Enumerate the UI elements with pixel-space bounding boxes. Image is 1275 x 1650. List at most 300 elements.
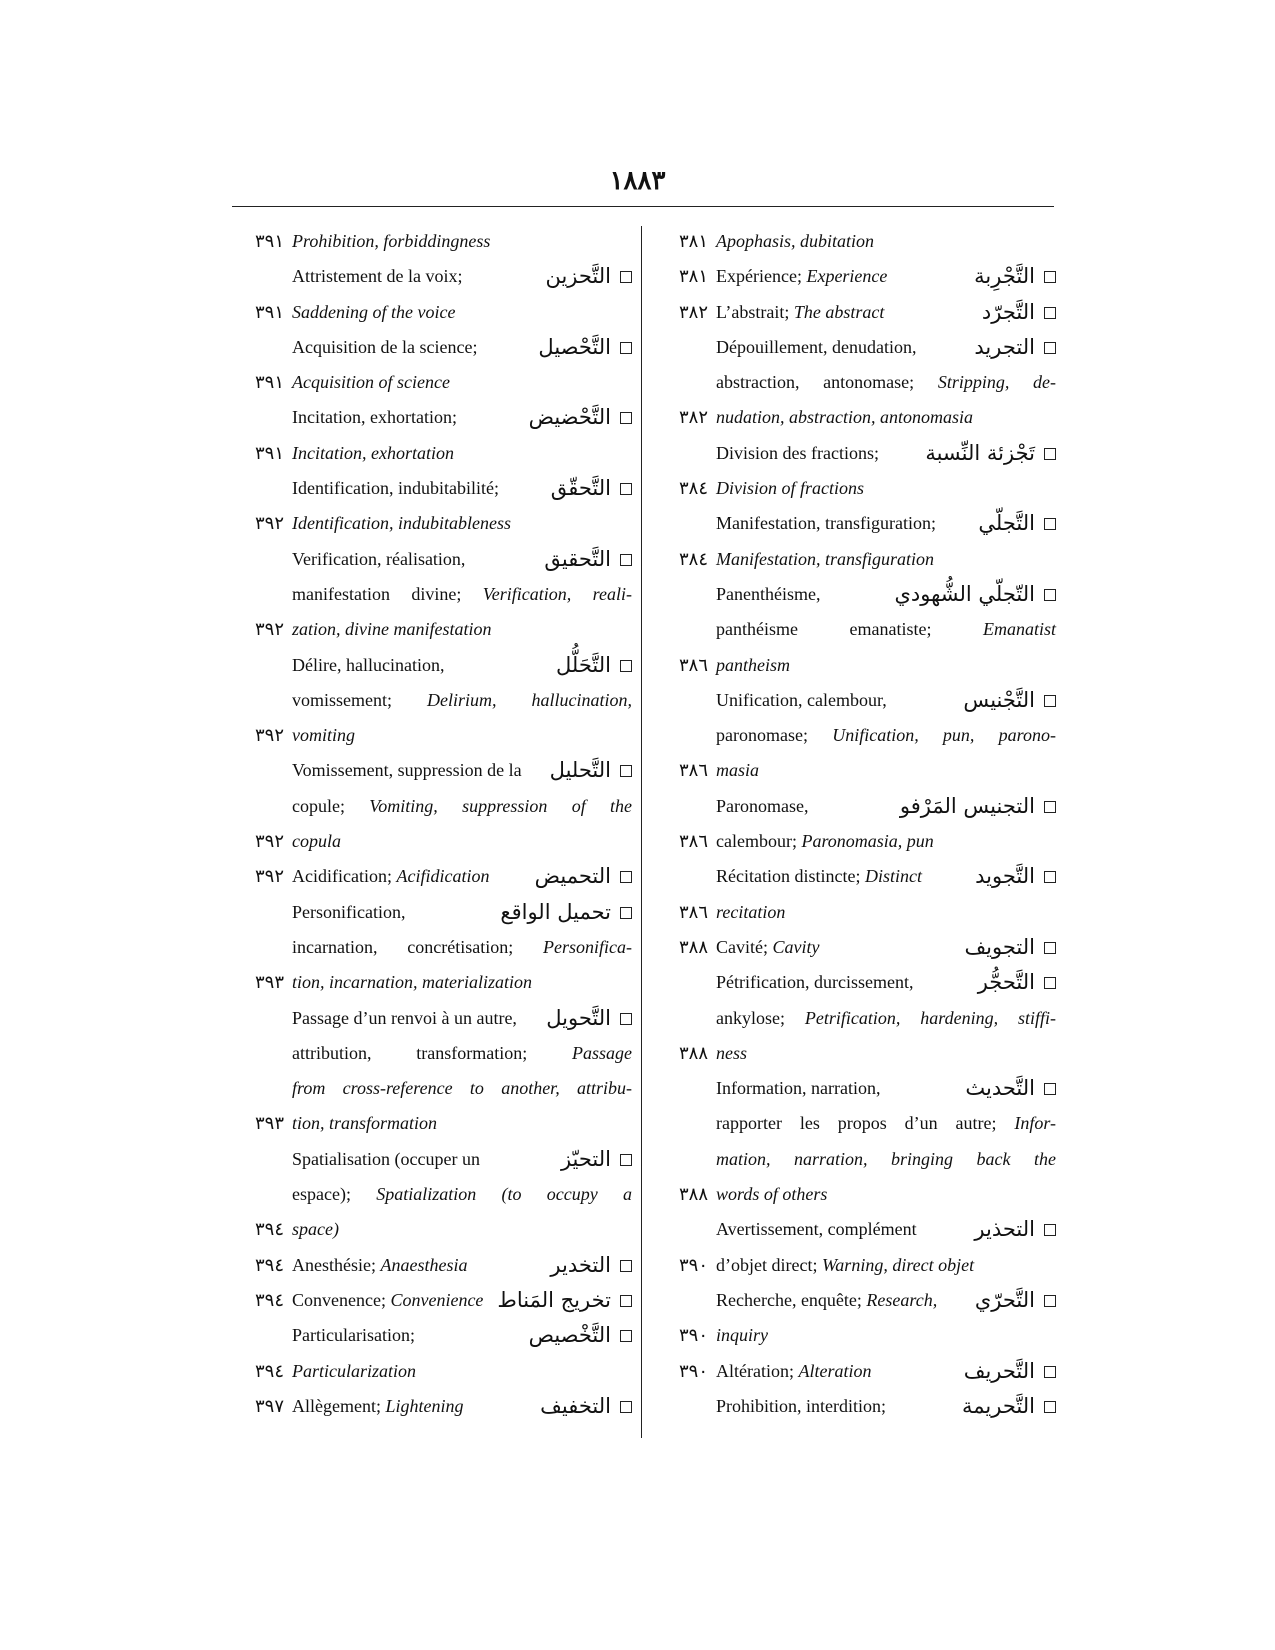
arabic-term: تحميل الواقع bbox=[500, 899, 611, 924]
entry-text bbox=[292, 1389, 492, 1424]
french-term: Expérience; bbox=[716, 266, 807, 287]
entry-text bbox=[716, 436, 916, 471]
arabic-term: التَّحقيق bbox=[544, 546, 611, 571]
entry-text bbox=[716, 1212, 916, 1247]
entry-marker-icon bbox=[1044, 1083, 1056, 1095]
entry-text bbox=[292, 295, 632, 330]
page-ref: ٣٩٢ bbox=[254, 619, 284, 640]
entry-text bbox=[292, 753, 522, 788]
page-number: ١٨٨٣ bbox=[609, 166, 666, 195]
english-term: Lightening bbox=[385, 1395, 464, 1416]
french-term: Dépouillement, denudation, bbox=[716, 336, 917, 357]
page-ref: ٣٨٦ bbox=[678, 760, 708, 781]
entry-line bbox=[656, 1177, 1056, 1212]
english-term: mation, narration, bringing back the bbox=[716, 1148, 1056, 1169]
english-term: space) bbox=[292, 1219, 339, 1240]
arabic-term: تَجْزئة النِّسبة bbox=[925, 440, 1035, 465]
arabic-headword bbox=[540, 1389, 632, 1424]
french-term: Prohibition, interdition; bbox=[716, 1395, 886, 1416]
french-term: panthéisme emanatiste; bbox=[716, 619, 983, 640]
entry-text bbox=[292, 224, 632, 259]
page-ref: ٣٨٢ bbox=[678, 407, 708, 428]
entry-line bbox=[232, 1071, 632, 1106]
arabic-headword bbox=[975, 859, 1056, 894]
left-column bbox=[232, 224, 632, 1424]
entry-line bbox=[232, 365, 632, 400]
entry-line bbox=[656, 577, 1056, 612]
page-ref: ٣٩٤ bbox=[254, 1360, 284, 1381]
entry-line bbox=[232, 471, 632, 506]
entry-marker-icon bbox=[1044, 271, 1056, 283]
english-term: vomiting bbox=[292, 725, 355, 746]
arabic-term: التَّحريف bbox=[963, 1358, 1035, 1383]
arabic-headword bbox=[550, 753, 632, 788]
english-term: Infor- bbox=[1014, 1113, 1056, 1134]
entry-marker-icon bbox=[620, 1401, 632, 1413]
entry-text bbox=[292, 648, 492, 683]
english-term: Warning, direct objet bbox=[821, 1254, 975, 1275]
arabic-term: التَّحريمة bbox=[962, 1393, 1035, 1418]
arabic-term: التجويف bbox=[964, 934, 1035, 959]
entry-text bbox=[716, 1071, 916, 1106]
entry-line bbox=[656, 1036, 1056, 1071]
entry-line bbox=[656, 1106, 1056, 1141]
french-term: Convenence; bbox=[292, 1289, 391, 1310]
french-term: paronomase; bbox=[716, 725, 833, 746]
english-term: Cavity bbox=[772, 936, 820, 957]
entry-line bbox=[656, 365, 1056, 400]
entry-text bbox=[716, 259, 916, 294]
entry-line bbox=[656, 1354, 1056, 1389]
arabic-headword bbox=[529, 400, 632, 435]
arabic-term: التَّجلّي bbox=[978, 511, 1035, 536]
entry-line bbox=[656, 471, 1056, 506]
entry-line bbox=[656, 330, 1056, 365]
entry-line bbox=[232, 1248, 632, 1283]
entry-line bbox=[656, 1071, 1056, 1106]
entry-text bbox=[292, 789, 632, 824]
entry-text bbox=[292, 365, 632, 400]
arabic-headword bbox=[964, 1354, 1056, 1389]
entry-line bbox=[232, 965, 632, 1000]
english-term: Convenience bbox=[390, 1289, 484, 1310]
french-term: Information, narration, bbox=[716, 1078, 881, 1099]
french-term: calembour; bbox=[716, 831, 802, 852]
arabic-term: التجنيس المَرْفو bbox=[899, 793, 1035, 818]
page-ref: ٣٩٤ bbox=[254, 1289, 284, 1310]
entry-line bbox=[232, 577, 632, 612]
english-term: zation, divine manifestation bbox=[292, 619, 492, 640]
french-term: Unification, calembour, bbox=[716, 689, 887, 710]
page-ref: ٣٩١ bbox=[254, 231, 284, 251]
english-term: Petrification, hardening, stiffi- bbox=[804, 1007, 1056, 1028]
arabic-term: التَّحليل bbox=[549, 758, 611, 783]
entry-line bbox=[656, 859, 1056, 894]
entry-text bbox=[716, 1283, 938, 1318]
entry-text bbox=[292, 718, 632, 753]
arabic-term: التخدير bbox=[550, 1252, 611, 1277]
entry-text bbox=[292, 577, 632, 612]
entry-text bbox=[292, 612, 632, 647]
entry-line bbox=[656, 824, 1056, 859]
french-term: copule; bbox=[292, 795, 370, 816]
arabic-term: التَّحقّق bbox=[550, 476, 611, 501]
entry-line bbox=[232, 718, 632, 753]
entry-marker-icon bbox=[1044, 695, 1056, 707]
entry-line bbox=[656, 965, 1056, 1000]
entry-text bbox=[716, 930, 916, 965]
arabic-term: التَّحجُّر bbox=[977, 970, 1035, 995]
french-term: Personification, bbox=[292, 901, 406, 922]
entry-text bbox=[716, 506, 936, 541]
arabic-term: التَّحْصيل bbox=[538, 334, 611, 359]
arabic-headword bbox=[978, 506, 1056, 541]
arabic-headword bbox=[982, 295, 1056, 330]
english-term: Paronomasia, pun bbox=[801, 831, 934, 852]
entry-text bbox=[716, 1354, 916, 1389]
entry-line bbox=[232, 1001, 632, 1036]
entry-text bbox=[716, 1001, 1056, 1036]
page-ref: ٣٨٢ bbox=[678, 301, 708, 322]
entry-text bbox=[292, 859, 492, 894]
entry-line bbox=[232, 542, 632, 577]
french-term: Verification, réalisation, bbox=[292, 548, 466, 569]
entry-marker-icon bbox=[620, 1295, 632, 1307]
entry-text bbox=[716, 683, 916, 718]
entry-line bbox=[232, 683, 632, 718]
page-ref: ٣٨٤ bbox=[678, 548, 708, 569]
arabic-headword bbox=[535, 859, 632, 894]
entry-marker-icon bbox=[1044, 1366, 1056, 1378]
arabic-term: التَّحرّي bbox=[974, 1287, 1035, 1312]
entry-line bbox=[232, 295, 632, 330]
entry-text bbox=[292, 965, 632, 1000]
entry-marker-icon bbox=[1044, 448, 1056, 460]
entry-line bbox=[232, 224, 632, 259]
page-ref: ٣٩١ bbox=[254, 372, 284, 393]
arabic-term: التحذير bbox=[974, 1217, 1035, 1242]
french-term: Cavité; bbox=[716, 936, 773, 957]
arabic-headword bbox=[964, 930, 1056, 965]
arabic-headword bbox=[561, 1142, 632, 1177]
page-ref: ٣٩٤ bbox=[254, 1219, 284, 1240]
english-term: Delirium, hallucination, bbox=[427, 689, 632, 710]
french-term: Passage d’un renvoi à un autre, bbox=[292, 1007, 517, 1028]
english-term: Vomiting, suppression of the bbox=[369, 795, 632, 816]
english-term: nudation, abstraction, antonomasia bbox=[716, 407, 974, 428]
entry-line bbox=[232, 1106, 632, 1141]
entry-marker-icon bbox=[620, 271, 632, 283]
english-term: Experience bbox=[806, 266, 888, 287]
page-ref: ٣٩٢ bbox=[254, 866, 284, 887]
arabic-term: التخفيف bbox=[540, 1393, 611, 1418]
entry-marker-icon bbox=[1044, 589, 1056, 601]
french-term: Identification, indubitabilité; bbox=[292, 478, 499, 499]
english-term: ness bbox=[716, 1042, 747, 1063]
entry-text bbox=[716, 895, 1056, 930]
french-term: Division des fractions; bbox=[716, 442, 879, 463]
entry-marker-icon bbox=[620, 765, 632, 777]
arabic-headword bbox=[965, 1071, 1056, 1106]
arabic-term: التّجلّي الشُّهودي bbox=[894, 581, 1035, 606]
french-term: rapporter les propos d’un autre; bbox=[716, 1113, 1015, 1134]
page-ref: ٣٩٤ bbox=[254, 1254, 284, 1275]
entry-marker-icon bbox=[620, 1013, 632, 1025]
entry-line bbox=[656, 506, 1056, 541]
entry-text bbox=[292, 895, 492, 930]
entry-line bbox=[232, 1283, 632, 1318]
french-term: Paronomase, bbox=[716, 795, 809, 816]
french-term: Vomissement, suppression de la bbox=[292, 760, 522, 781]
english-term: tion, incarnation, materialization bbox=[292, 972, 533, 993]
entry-marker-icon bbox=[620, 1330, 632, 1342]
english-term: The abstract bbox=[793, 301, 885, 322]
entry-text bbox=[292, 1071, 632, 1106]
page-ref: ٣٩٢ bbox=[254, 513, 284, 534]
english-term: Division of fractions bbox=[716, 478, 864, 499]
entry-line bbox=[656, 753, 1056, 788]
arabic-term: التجريد bbox=[974, 334, 1035, 359]
arabic-term: التحميض bbox=[534, 864, 611, 889]
entry-line bbox=[656, 1248, 1056, 1283]
entry-line bbox=[656, 1389, 1056, 1424]
entry-text bbox=[716, 1248, 1056, 1283]
entry-text bbox=[716, 295, 916, 330]
english-term: Prohibition, forbiddingness bbox=[292, 231, 491, 251]
english-term: Passage bbox=[572, 1042, 632, 1063]
page-ref: ٣٩٠ bbox=[678, 1325, 708, 1346]
french-term: Particularisation; bbox=[292, 1325, 415, 1346]
arabic-headword bbox=[538, 330, 632, 365]
arabic-headword bbox=[925, 436, 1056, 471]
arabic-headword bbox=[975, 1283, 1056, 1318]
arabic-term: تخريج المَناط bbox=[497, 1287, 611, 1312]
entry-text bbox=[716, 824, 1056, 859]
entry-line bbox=[656, 259, 1056, 294]
english-term: pantheism bbox=[716, 654, 790, 675]
entry-text bbox=[716, 1036, 1056, 1071]
english-term: Manifestation, transfiguration bbox=[716, 548, 935, 569]
entry-text bbox=[716, 1142, 1056, 1177]
entry-line bbox=[656, 789, 1056, 824]
entry-text bbox=[292, 1106, 632, 1141]
entry-text bbox=[716, 224, 1056, 259]
page-ref: ٣٩١ bbox=[254, 301, 284, 322]
english-term: Acifidication bbox=[396, 866, 490, 887]
entry-marker-icon bbox=[1044, 871, 1056, 883]
english-term: Incitation, exhortation bbox=[292, 442, 454, 463]
english-term: Alteration bbox=[798, 1360, 872, 1381]
page-ref: ٣٨٦ bbox=[678, 831, 708, 852]
entry-line bbox=[232, 824, 632, 859]
french-term: Récitation distincte; bbox=[716, 866, 865, 887]
entry-text bbox=[716, 365, 1056, 400]
entry-text bbox=[292, 1036, 632, 1071]
entry-text bbox=[292, 1248, 492, 1283]
column-divider bbox=[641, 226, 642, 1438]
arabic-term: التَّحديث bbox=[965, 1076, 1035, 1101]
entry-marker-icon bbox=[620, 342, 632, 354]
entry-line bbox=[656, 224, 1056, 259]
right-column bbox=[656, 224, 1056, 1424]
entry-text bbox=[292, 506, 632, 541]
entry-line bbox=[232, 895, 632, 930]
entry-marker-icon bbox=[1044, 342, 1056, 354]
entry-line bbox=[232, 789, 632, 824]
entry-line bbox=[232, 930, 632, 965]
arabic-headword bbox=[962, 1389, 1056, 1424]
entry-line bbox=[656, 930, 1056, 965]
english-term: inquiry bbox=[716, 1325, 768, 1346]
french-term: L’abstrait; bbox=[716, 301, 794, 322]
page-ref: ٣٩٢ bbox=[254, 831, 284, 852]
english-term: Identification, indubitableness bbox=[292, 513, 511, 534]
arabic-headword bbox=[545, 259, 632, 294]
english-term: Stripping, de- bbox=[937, 372, 1056, 393]
english-term: masia bbox=[716, 760, 760, 781]
entry-line bbox=[656, 542, 1056, 577]
entry-text bbox=[292, 1001, 517, 1036]
french-term: abstraction, antonomase; bbox=[716, 372, 938, 393]
english-term: Unification, pun, parono- bbox=[832, 725, 1056, 746]
entry-text bbox=[716, 753, 1056, 788]
entry-text bbox=[716, 859, 922, 894]
entry-line bbox=[232, 1389, 632, 1424]
entry-line bbox=[656, 718, 1056, 753]
arabic-term: التَّخْصيص bbox=[528, 1323, 611, 1348]
english-term: Anaesthesia bbox=[380, 1254, 468, 1275]
arabic-headword bbox=[550, 1248, 632, 1283]
arabic-headword bbox=[529, 1318, 632, 1353]
arabic-headword bbox=[546, 1001, 632, 1036]
entry-line bbox=[656, 1142, 1056, 1177]
entry-text bbox=[716, 1389, 916, 1424]
english-term: words of others bbox=[716, 1184, 828, 1205]
entry-text bbox=[292, 930, 632, 965]
entry-line bbox=[232, 859, 632, 894]
french-term: Attristement de la voix; bbox=[292, 266, 463, 287]
entry-text bbox=[716, 471, 1056, 506]
french-term: Recherche, enquête; bbox=[716, 1289, 867, 1310]
english-term: Saddening of the voice bbox=[292, 301, 456, 322]
entry-marker-icon bbox=[1044, 1401, 1056, 1413]
page-ref: ٣٩٠ bbox=[678, 1254, 708, 1275]
french-term: Altération; bbox=[716, 1360, 799, 1381]
page-ref: ٣٨١ bbox=[678, 231, 708, 251]
entry-line bbox=[656, 1283, 1056, 1318]
english-term: tion, transformation bbox=[292, 1113, 438, 1134]
arabic-headword bbox=[900, 789, 1056, 824]
arabic-term: التَّحَلُّل bbox=[556, 652, 611, 677]
entry-text bbox=[716, 577, 916, 612]
english-term: Particularization bbox=[292, 1360, 417, 1381]
entry-line bbox=[232, 612, 632, 647]
entry-text bbox=[716, 789, 916, 824]
arabic-headword bbox=[551, 471, 632, 506]
entry-text bbox=[292, 1177, 632, 1212]
entry-line bbox=[232, 400, 632, 435]
entry-text bbox=[292, 436, 632, 471]
entry-marker-icon bbox=[620, 1154, 632, 1166]
entry-text bbox=[716, 648, 1056, 683]
entry-marker-icon bbox=[620, 871, 632, 883]
french-term: ankylose; bbox=[716, 1007, 805, 1028]
entry-text bbox=[292, 1318, 492, 1353]
entry-marker-icon bbox=[620, 907, 632, 919]
french-term: Spatialisation (occuper un bbox=[292, 1148, 480, 1169]
entry-line bbox=[656, 1318, 1056, 1353]
entry-line bbox=[232, 330, 632, 365]
entry-line bbox=[232, 259, 632, 294]
entry-marker-icon bbox=[1044, 942, 1056, 954]
entry-line bbox=[656, 648, 1056, 683]
entry-line bbox=[656, 683, 1056, 718]
entry-text bbox=[716, 542, 1056, 577]
page-ref: ٣٩١ bbox=[254, 442, 284, 463]
english-term: Apophasis, dubitation bbox=[716, 231, 875, 251]
page-ref: ٣٩٧ bbox=[254, 1395, 284, 1416]
entry-marker-icon bbox=[620, 554, 632, 566]
entry-text bbox=[292, 1283, 492, 1318]
entry-line bbox=[656, 1001, 1056, 1036]
entry-line bbox=[656, 436, 1056, 471]
page-ref: ٣٩٠ bbox=[678, 1360, 708, 1381]
english-term: Emanatist bbox=[982, 619, 1056, 640]
french-term: manifestation divine; bbox=[292, 583, 483, 604]
entry-text bbox=[716, 400, 1056, 435]
entry-marker-icon bbox=[1044, 801, 1056, 813]
entry-line bbox=[232, 1177, 632, 1212]
entry-text bbox=[716, 1318, 1056, 1353]
entry-line bbox=[656, 1212, 1056, 1247]
french-term: Acidification; bbox=[292, 866, 397, 887]
arabic-term: التحيّز bbox=[560, 1146, 611, 1171]
entry-line bbox=[232, 753, 632, 788]
arabic-headword bbox=[978, 965, 1056, 1000]
arabic-term: التَّجرّد bbox=[981, 299, 1035, 324]
entry-line bbox=[656, 295, 1056, 330]
page-ref: ٣٨١ bbox=[678, 266, 708, 287]
arabic-headword bbox=[974, 1212, 1056, 1247]
page-ref: ٣٩٣ bbox=[254, 1113, 284, 1134]
page-ref: ٣٨٨ bbox=[678, 1184, 708, 1205]
entry-marker-icon bbox=[620, 1260, 632, 1272]
french-term: Acquisition de la science; bbox=[292, 336, 478, 357]
french-term: vomissement; bbox=[292, 689, 427, 710]
entry-marker-icon bbox=[1044, 1295, 1056, 1307]
french-term: Pétrification, durcissement, bbox=[716, 972, 914, 993]
entry-line bbox=[232, 1036, 632, 1071]
english-term: Research, bbox=[866, 1289, 938, 1310]
arabic-term: التَّحويل bbox=[546, 1005, 611, 1030]
arabic-term: التَّجْنيس bbox=[963, 687, 1035, 712]
page-ref: ٣٨٦ bbox=[678, 901, 708, 922]
entry-line bbox=[232, 436, 632, 471]
entry-text bbox=[292, 824, 632, 859]
entry-marker-icon bbox=[620, 660, 632, 672]
arabic-headword bbox=[544, 542, 632, 577]
entry-line bbox=[656, 895, 1056, 930]
entry-text bbox=[292, 683, 632, 718]
arabic-term: التَّحْضيض bbox=[528, 405, 611, 430]
english-term: Acquisition of science bbox=[292, 372, 450, 393]
entry-line bbox=[232, 1318, 632, 1353]
entry-text bbox=[716, 1106, 1056, 1141]
english-term: from cross-reference to another, attribu- bbox=[292, 1078, 632, 1099]
arabic-term: التَّحزين bbox=[545, 264, 611, 289]
french-term: d’objet direct; bbox=[716, 1254, 822, 1275]
arabic-headword bbox=[963, 683, 1056, 718]
